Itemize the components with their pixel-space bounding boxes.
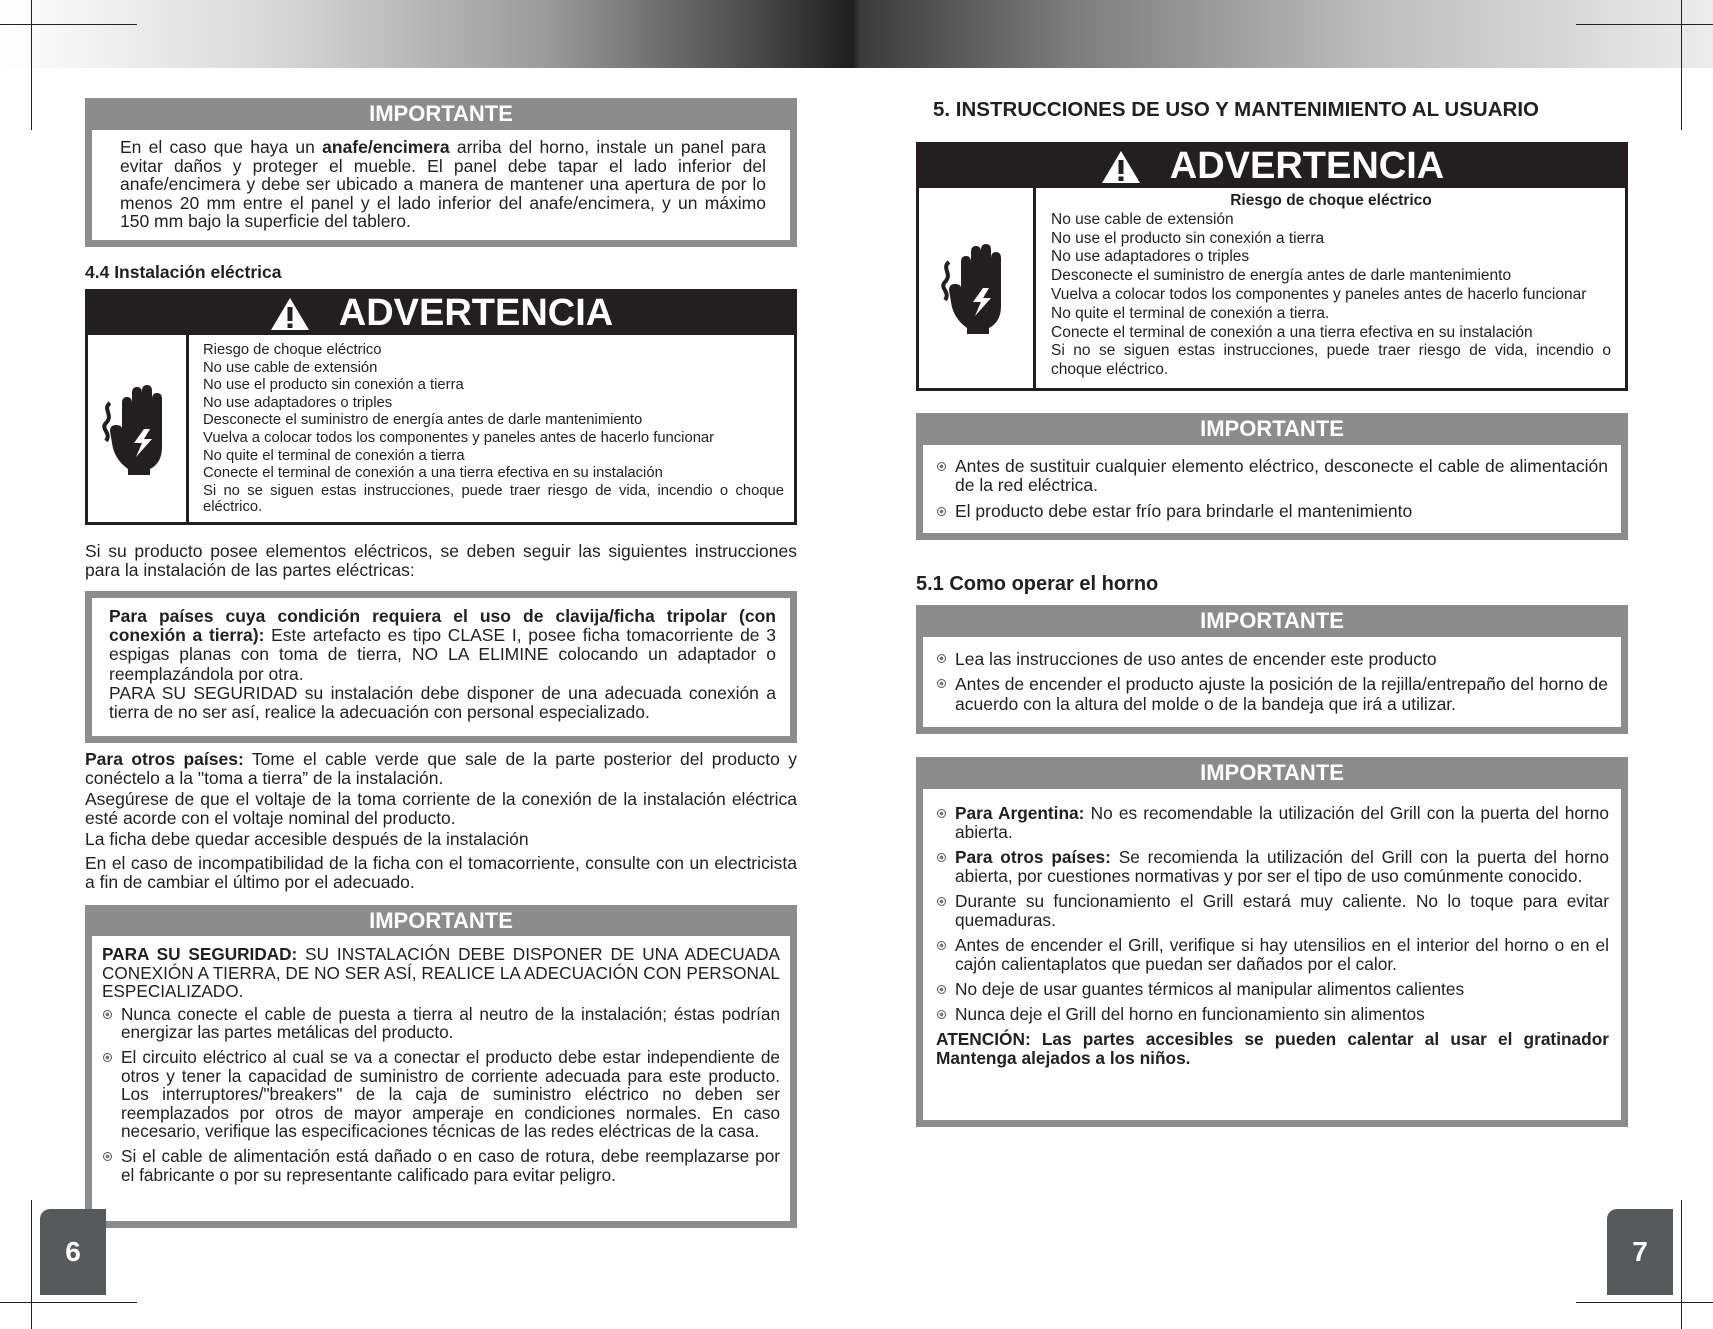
warning-line: No use el producto sin conexión a tierra [203,377,464,394]
text: Tome el cable verde que sale de la parte posterior del producto y conéctelo a la "toma a tierra” de la instalación. [85,749,798,788]
bullet-icon [937,941,946,950]
list-item [936,649,1608,669]
right-page [857,0,1713,1329]
electric-shock-hand-icon [939,240,1013,336]
warning-line: Vuelva a colocar todos los componentes y paneles antes de hacerlo funcionar [1051,285,1587,303]
bullet-list [936,649,1608,714]
advertencia-body [919,188,1625,388]
list-item-text: No es recomendable la utilización del Grill con la puerta del horno abierta. [955,803,1609,842]
instructions-text [85,750,797,894]
bullet-list [936,804,1609,1024]
warning-triangle-icon [1100,149,1142,185]
text: SU INSTALACIÓN DEBE DISPONER DE UNA ADECUADA CONEXIÓN A TIERRA, DE NO SER ASÍ, REALICE LA ADECUACIÓN CON PERSONAL ESPECIALIZADO. [102,944,780,1002]
list-item [102,1005,780,1042]
warning-subtitle: Riesgo de choque eléctrico [1230,192,1432,209]
incompatibility-paragraph: En el caso de incompatibilidad de la ficha con el tomacorriente, consulte con un electricista a fin de cambiar el último por el adecuado. [85,853,797,892]
otros-paises-paragraph [85,750,797,788]
bullet-list [102,1005,780,1184]
list-item [936,892,1609,930]
advertencia-title: ADVERTENCIA [338,292,614,334]
bullet-icon [937,1010,946,1019]
text: PARA SU SEGURIDAD su instalación debe disponer de una adecuada conexión a tierra de no ser así, realice la adecuación con personal especializado. [109,682,776,723]
warning-line: Si no se siguen estas instrucciones, puede traer riesgo de vida, incendio o choque eléctrico. [1051,342,1611,379]
left-page [0,0,856,1329]
subheading-5-1: 5.1 Como operar el horno [916,573,1159,595]
text: arriba del horno, instale un panel para evitar daños y proteger el mueble. El panel debe tapar el lado inferior del anafe/encimera y debe ser ubicado a manera de mantener una apertura de por lo menos 20 mm entre el panel y el lado inferior del anafe/encimera, y un máximo 150 mm bajo la superficie del tablero. [120,137,766,231]
box-title: IMPORTANTE [1200,608,1344,633]
warning-triangle-icon [269,296,311,332]
box-body [923,637,1621,727]
warning-line: No use cable de extensión [203,359,378,376]
tripolar-box [85,591,797,743]
section-heading-4-4: 4.4 Instalación eléctrica [85,262,282,282]
bullet-icon [937,985,946,994]
bullet-icon [937,809,946,818]
box-body [923,789,1621,1120]
list-item-text: Antes de encender el Grill, verifique si hay utensilios en el interior del horno o en el cajón calientaplatos que puedan ser dañados por el calor. [955,935,1609,974]
list-item-text: Lea las instrucciones de uso antes de encender este producto [955,649,1437,669]
electric-shock-hand-icon [100,381,174,477]
electric-shock-hand-icon [88,335,189,522]
warning-line: Si no se siguen estas instrucciones, puede traer riesgo de vida, incendio o choque eléctrico. [203,482,784,515]
page-number: 6 [40,1209,106,1295]
box-title: IMPORTANTE [369,101,513,126]
list-item [936,457,1608,495]
voltage-paragraph: Asegúrese de que el voltaje de la toma corriente de la conexión de la instalación eléctrica esté acorde con el voltaje nominal del producto. [85,789,797,828]
bullet-icon [103,1152,112,1161]
safety-statement [102,945,780,1001]
list-item [936,980,1609,999]
list-item-text: No deje de usar guantes térmicos al manipular alimentos calientes [955,979,1465,999]
list-item [936,1005,1609,1024]
advertencia-header [88,292,794,335]
warning-line: Vuelva a colocar todos los componentes y paneles antes de hacerlo funcionar [203,429,715,446]
bullet-icon [103,1053,112,1062]
text: En el caso que haya un [120,137,323,157]
list-item-text: Se recomienda la utilización del Grill con la puerta del horno abierta, por cuestiones normativas y por ser el tipo de uso comúnmente conocido. [955,847,1609,886]
bold-term: Para países cuya condición requiera el uso de clavija/ficha tripolar (con conexión a tierra): [109,606,776,646]
list-item [936,804,1609,842]
box-body [92,130,790,240]
list-item [936,674,1608,714]
list-item-text: El circuito eléctrico al cual se va a conectar el producto debe estar independiente de otros y tener la capacidad de suministro de corriente adecuada para este producto. Los interruptores/"breakers" de la caja de suministro eléctrico no deben ser reemplazados por otros de mayor amperaje en condiciones normales. En caso necesario, verifique las especificaciones técnicas de las redes eléctricas de la casa. [121,1046,780,1142]
bullet-icon [937,897,946,906]
list-item [102,1048,780,1141]
bold-term: Para Argentina: [955,803,1085,823]
list-item [102,1147,780,1184]
bullet-icon [937,507,946,516]
box-body [923,445,1621,533]
list-item [936,848,1609,886]
advertencia-title: ADVERTENCIA [1169,145,1445,187]
bullet-icon [937,654,946,663]
box-title: IMPORTANTE [1200,416,1344,441]
box-title: IMPORTANTE [1200,760,1344,785]
section-heading-5: 5. INSTRUCCIONES DE USO Y MANTENIMIENTO AL USUARIO [933,98,1539,121]
box-title: IMPORTANTE [369,908,513,933]
warning-line: Conecte el terminal de conexión a una tierra efectiva en su instalación [1051,323,1533,341]
list-item [936,936,1609,974]
list-item [936,502,1608,521]
bullet-icon [103,1010,112,1019]
plug-paragraph: La ficha debe quedar accesible después de la instalación [85,829,529,849]
bold-term: Para otros países: [85,749,244,769]
advertencia-box [85,289,797,525]
warning-line: Desconecte el suministro de energía antes de darle mantenimiento [1051,267,1512,285]
list-item-text: Si el cable de alimentación está dañado o en caso de rotura, debe reemplazarse por el fabricante o por su representante calificado para evitar peligro. [121,1145,780,1185]
bold-term: PARA SU SEGURIDAD: [102,944,298,964]
bullet-icon [937,462,946,471]
advertencia-text [1036,188,1625,388]
intro-paragraph: Si su producto posee elementos eléctricos, se deben seguir las siguientes instrucciones para la instalación de las partes eléctricas: [85,541,797,580]
list-item-text: Nunca deje el Grill del horno en funcionamiento sin alimentos [955,1004,1425,1024]
bullet-icon [937,679,946,688]
advertencia-box [916,142,1628,391]
importante-box-operar [916,605,1628,734]
atencion-note: ATENCIÓN: Las partes accesibles se pueden calentar al usar el gratinador Mantenga alejados a los niños. [936,1029,1609,1068]
importante-box-grill [916,757,1628,1127]
page-number: 7 [1607,1209,1673,1295]
warning-line: Conecte el terminal de conexión a una tierra efectiva en su instalación [203,465,663,482]
importante-box-mantenimiento [916,413,1628,540]
electric-shock-hand-icon [919,188,1036,388]
list-item-text: El producto debe estar frío para brindarle el mantenimiento [955,501,1413,521]
bold-term: Para otros países: [955,847,1111,867]
text: Este artefacto es tipo CLASE I, posee ficha tomacorriente de 3 espigas planas con toma de tierra, NO LA ELIMINE colocando un adaptador o reemplazándola por otra. [109,625,776,684]
bullet-list [936,457,1608,521]
warning-line: Riesgo de choque eléctrico [203,342,382,358]
bold-term: anafe/encimera [322,137,450,157]
box-body [92,936,790,1221]
advertencia-text [189,335,794,522]
warning-line: Desconecte el suministro de energía antes de darle mantenimiento [203,412,643,429]
list-item-text: Antes de sustituir cualquier elemento eléctrico, desconecte el cable de alimentación de la red eléctrica. [955,456,1608,495]
bullet-icon [937,853,946,862]
warning-line: No use cable de extensión [1051,210,1234,228]
warning-line: No use adaptadores o triples [1051,248,1250,266]
list-item-text: Durante su funcionamiento el Grill estará muy caliente. No lo toque para evitar quemaduras. [955,891,1609,930]
warning-line: No quite el terminal de conexión a tierra [203,447,465,464]
importante-box-seguridad [85,905,797,1228]
advertencia-header [919,145,1625,188]
importante-box-anafe [85,98,797,247]
list-item-text: Antes de encender el producto ajuste la posición de la rejilla/entrepaño del horno de acuerdo con la altura del molde o de la bandeja que irá a utilizar. [955,674,1608,714]
warning-line: No use adaptadores o triples [203,394,393,411]
advertencia-body [88,335,794,522]
box-body [92,598,790,736]
warning-line: No use el producto sin conexión a tierra [1051,229,1325,247]
warning-line: No quite el terminal de conexión a tierra. [1051,304,1330,322]
list-item-text: Nunca conecte el cable de puesta a tierra al neutro de la instalación; éstas podrían energizar las partes metálicas del producto. [121,1003,780,1043]
